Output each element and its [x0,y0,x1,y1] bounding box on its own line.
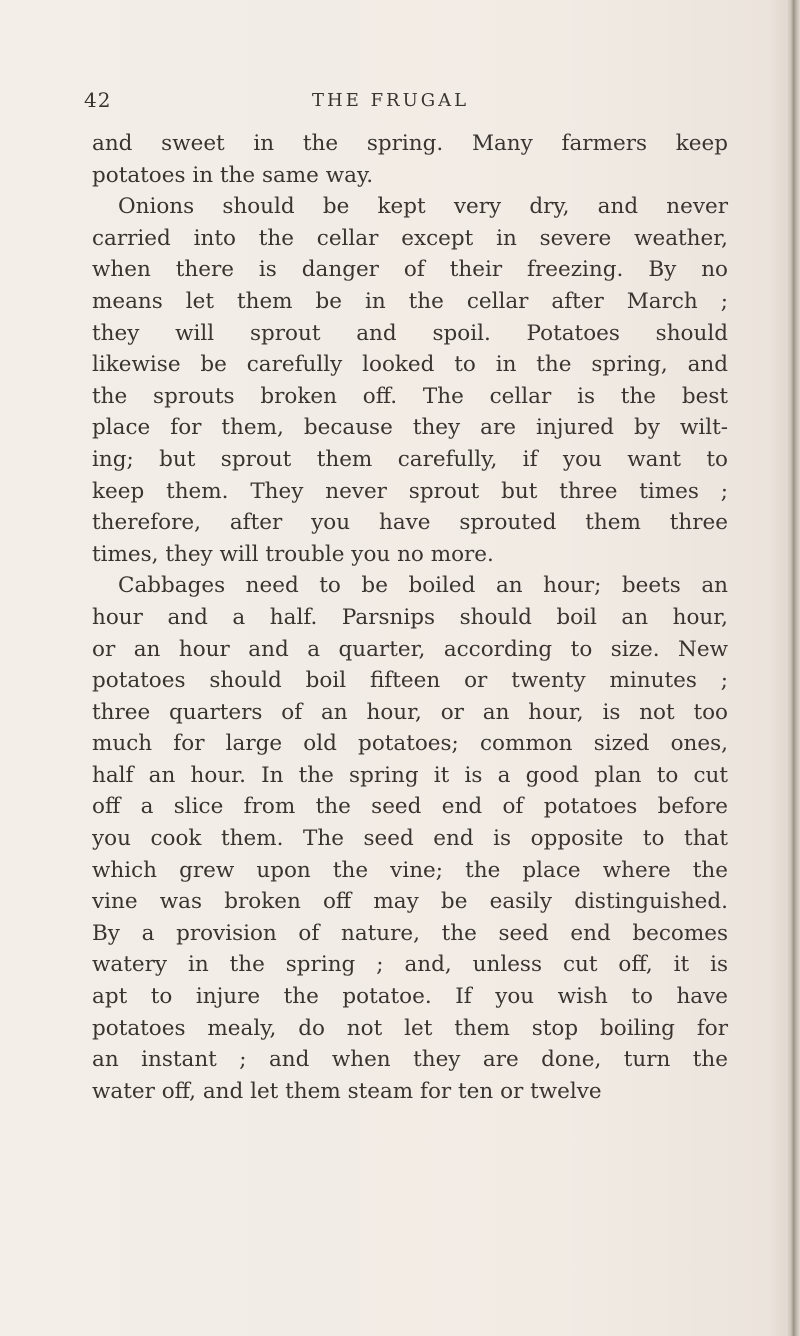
text-line: Onions should be kept very dry, and never [118,194,728,220]
text-line: watery in the spring ; and, unless cut off, it is [92,952,728,978]
text-line: place for them, because they are injured by wilt- [92,415,728,441]
text-line: vine was broken off may be easily distinguished. [92,889,728,915]
text-line: half an hour. In the spring it is a good plan to cut [92,762,728,788]
text-line: hour and a half. Parsnips should boil an hour, [92,604,728,630]
running-head: THE FRUGAL [312,90,470,111]
text-line: off a slice from the seed end of potatoes before [92,794,728,820]
text-line: keep them. They never sprout but three times ; [92,478,728,504]
text-line: when there is danger of their freezing. By no [92,257,728,283]
page-gutter-shadow [786,0,800,1336]
text-line: which grew upon the vine; the place where the [92,857,728,883]
text-line: carried into the cellar except in severe weather, [92,225,728,251]
body-text [92,128,728,1107]
text-line: Cabbages need to be boiled an hour; beets an [118,573,728,599]
text-line: potatoes mealy, do not let them stop boiling for [92,1015,728,1041]
text-line: or an hour and a quarter, according to size. New [92,636,728,662]
text-line: three quarters of an hour, or an hour, is not too [92,699,728,725]
text-line: they will sprout and spoil. Potatoes should [92,320,728,346]
page-number: 42 [84,88,112,112]
text-line: you cook them. The seed end is opposite to that [92,826,728,852]
text-line: means let them be in the cellar after March ; [92,288,728,314]
text-line: potatoes in the same way. [92,162,374,188]
text-line: ing; but sprout them carefully, if you want to [92,446,728,472]
text-line: an instant ; and when they are done, turn the [92,1047,728,1073]
text-line: likewise be carefully looked to in the spring, and [92,352,728,378]
text-line: By a provision of nature, the seed end becomes [92,920,728,946]
text-line: therefore, after you have sprouted them three [92,510,728,536]
text-line: the sprouts broken off. The cellar is the best [92,383,728,409]
text-line: times, they will trouble you no more. [92,541,494,567]
text-line: much for large old potatoes; common sized ones, [92,731,728,757]
text-line: water off, and let them steam for ten or twelve [92,1078,602,1104]
text-line: potatoes should boil fifteen or twenty minutes ; [92,668,728,694]
page-header [84,88,704,118]
text-line: apt to injure the potatoe. If you wish to have [92,984,728,1010]
text-line: and sweet in the spring. Many farmers keep [92,131,728,156]
